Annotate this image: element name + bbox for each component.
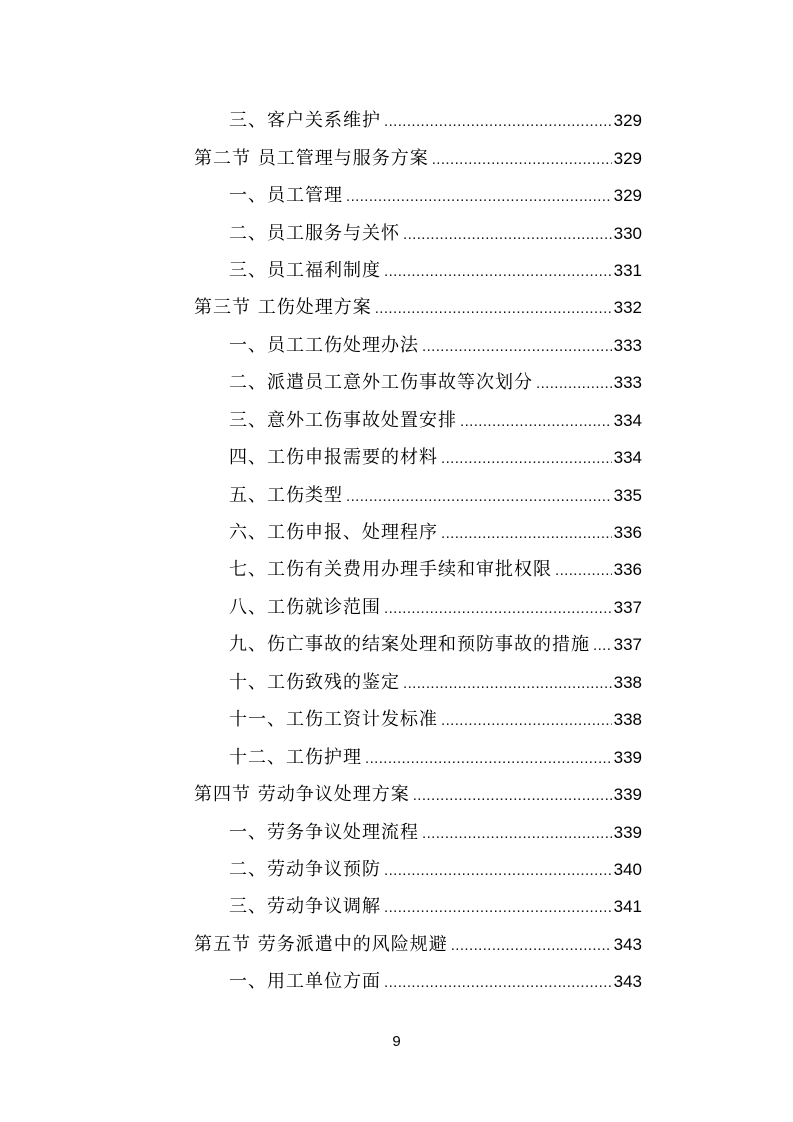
toc-dot-leader — [413, 777, 612, 814]
toc-entry-page: 341 — [613, 897, 642, 917]
table-of-contents — [0, 102, 793, 1001]
toc-dot-leader — [555, 552, 612, 589]
toc-dot-leader — [460, 403, 612, 440]
toc-entry-page: 337 — [613, 635, 642, 655]
toc-entry[interactable] — [0, 364, 642, 401]
toc-dot-leader — [441, 440, 612, 477]
toc-entry-title[interactable]: 五、工伤类型 — [229, 484, 343, 506]
toc-entry-page: 331 — [613, 260, 642, 280]
toc-entry-page: 339 — [613, 785, 642, 805]
toc-entry[interactable] — [0, 177, 642, 214]
toc-entry-page: 332 — [613, 298, 642, 318]
toc-dot-leader — [432, 141, 612, 178]
toc-entry-page: 339 — [613, 747, 642, 767]
toc-entry-title[interactable]: 八、工伤就诊范围 — [229, 596, 381, 618]
toc-dot-leader — [384, 964, 612, 1001]
toc-entry-page: 333 — [613, 373, 642, 393]
toc-entry[interactable] — [0, 551, 642, 588]
toc-entry-page: 343 — [613, 972, 642, 992]
toc-entry-page: 334 — [613, 410, 642, 430]
toc-entry-title[interactable]: 三、客户关系维护 — [229, 110, 381, 132]
toc-dot-leader — [422, 328, 612, 365]
toc-dot-leader — [375, 290, 612, 327]
toc-entry[interactable] — [0, 963, 642, 1000]
toc-entry[interactable] — [0, 514, 642, 551]
toc-entry-title[interactable]: 十一、工伤工资计发标准 — [229, 709, 438, 731]
toc-entry-title[interactable]: 一、员工管理 — [229, 185, 343, 207]
toc-entry-title[interactable]: 一、用工单位方面 — [229, 971, 381, 993]
toc-entry-page: 336 — [613, 560, 642, 580]
toc-entry-title[interactable]: 七、工伤有关费用办理手续和审批权限 — [229, 559, 552, 581]
toc-entry-title[interactable]: 一、劳务争议处理流程 — [229, 821, 419, 843]
toc-entry[interactable] — [0, 402, 642, 439]
toc-dot-leader — [441, 515, 612, 552]
toc-dot-leader — [346, 478, 612, 515]
toc-entry[interactable] — [0, 626, 642, 663]
toc-entry-page: 336 — [613, 523, 642, 543]
toc-entry-page: 329 — [613, 186, 642, 206]
toc-entry-page: 334 — [613, 448, 642, 468]
toc-entry-title[interactable]: 十、工伤致残的鉴定 — [229, 671, 400, 693]
toc-entry-page: 338 — [613, 710, 642, 730]
toc-dot-leader — [403, 665, 612, 702]
toc-entry[interactable] — [0, 926, 642, 963]
toc-entry[interactable] — [0, 289, 642, 326]
toc-entry[interactable] — [0, 701, 642, 738]
toc-dot-leader — [384, 590, 612, 627]
toc-entry-title[interactable]: 二、劳动争议预防 — [229, 858, 381, 880]
toc-entry-title[interactable]: 第二节 员工管理与服务方案 — [194, 147, 429, 169]
toc-entry-page: 329 — [613, 111, 642, 131]
toc-dot-leader — [384, 889, 612, 926]
toc-entry-page: 339 — [613, 822, 642, 842]
toc-entry-title[interactable]: 三、劳动争议调解 — [229, 896, 381, 918]
toc-entry-page: 343 — [613, 934, 642, 954]
toc-dot-leader — [403, 216, 612, 253]
toc-dot-leader — [346, 178, 612, 215]
toc-entry[interactable] — [0, 102, 642, 139]
toc-entry[interactable] — [0, 439, 642, 476]
toc-entry-title[interactable]: 二、派遣员工意外工伤事故等次划分 — [229, 372, 533, 394]
toc-entry[interactable] — [0, 589, 642, 626]
toc-entry-page: 340 — [613, 859, 642, 879]
toc-dot-leader — [365, 740, 612, 777]
toc-dot-leader — [536, 365, 612, 402]
toc-entry-page: 338 — [613, 672, 642, 692]
toc-entry-page: 330 — [613, 223, 642, 243]
toc-entry-page: 333 — [613, 335, 642, 355]
toc-dot-leader — [593, 627, 612, 664]
toc-entry[interactable] — [0, 813, 642, 850]
toc-dot-leader — [422, 815, 612, 852]
toc-dot-leader — [441, 702, 612, 739]
toc-entry-page: 329 — [613, 148, 642, 168]
toc-entry[interactable] — [0, 851, 642, 888]
toc-entry-title[interactable]: 四、工伤申报需要的材料 — [229, 447, 438, 469]
toc-dot-leader — [384, 103, 612, 140]
toc-entry[interactable] — [0, 776, 642, 813]
toc-entry-title[interactable]: 六、工伤申报、处理程序 — [229, 522, 438, 544]
toc-dot-leader — [451, 927, 612, 964]
toc-entry[interactable] — [0, 327, 642, 364]
toc-entry-title[interactable]: 第五节 劳务派遣中的风险规避 — [194, 933, 448, 955]
toc-dot-leader — [384, 852, 612, 889]
toc-entry-page: 335 — [613, 485, 642, 505]
toc-entry-title[interactable]: 一、员工工伤处理办法 — [229, 334, 419, 356]
toc-entry-page: 337 — [613, 597, 642, 617]
toc-entry-title[interactable]: 三、员工福利制度 — [229, 259, 381, 281]
toc-entry[interactable] — [0, 476, 642, 513]
toc-entry[interactable] — [0, 139, 642, 176]
toc-entry[interactable] — [0, 888, 642, 925]
page-number: 9 — [392, 1033, 401, 1050]
toc-entry-title[interactable]: 十二、工伤护理 — [229, 746, 362, 768]
toc-entry[interactable] — [0, 214, 642, 251]
toc-entry-title[interactable]: 第四节 劳动争议处理方案 — [194, 784, 410, 806]
toc-entry[interactable] — [0, 738, 642, 775]
toc-entry-title[interactable]: 二、员工服务与关怀 — [229, 222, 400, 244]
toc-entry[interactable] — [0, 252, 642, 289]
toc-entry-title[interactable]: 九、伤亡事故的结案处理和预防事故的措施 — [229, 634, 590, 656]
toc-entry-title[interactable]: 第三节 工伤处理方案 — [194, 297, 372, 319]
toc-dot-leader — [384, 253, 612, 290]
toc-entry[interactable] — [0, 664, 642, 701]
toc-entry-title[interactable]: 三、意外工伤事故处置安排 — [229, 409, 457, 431]
